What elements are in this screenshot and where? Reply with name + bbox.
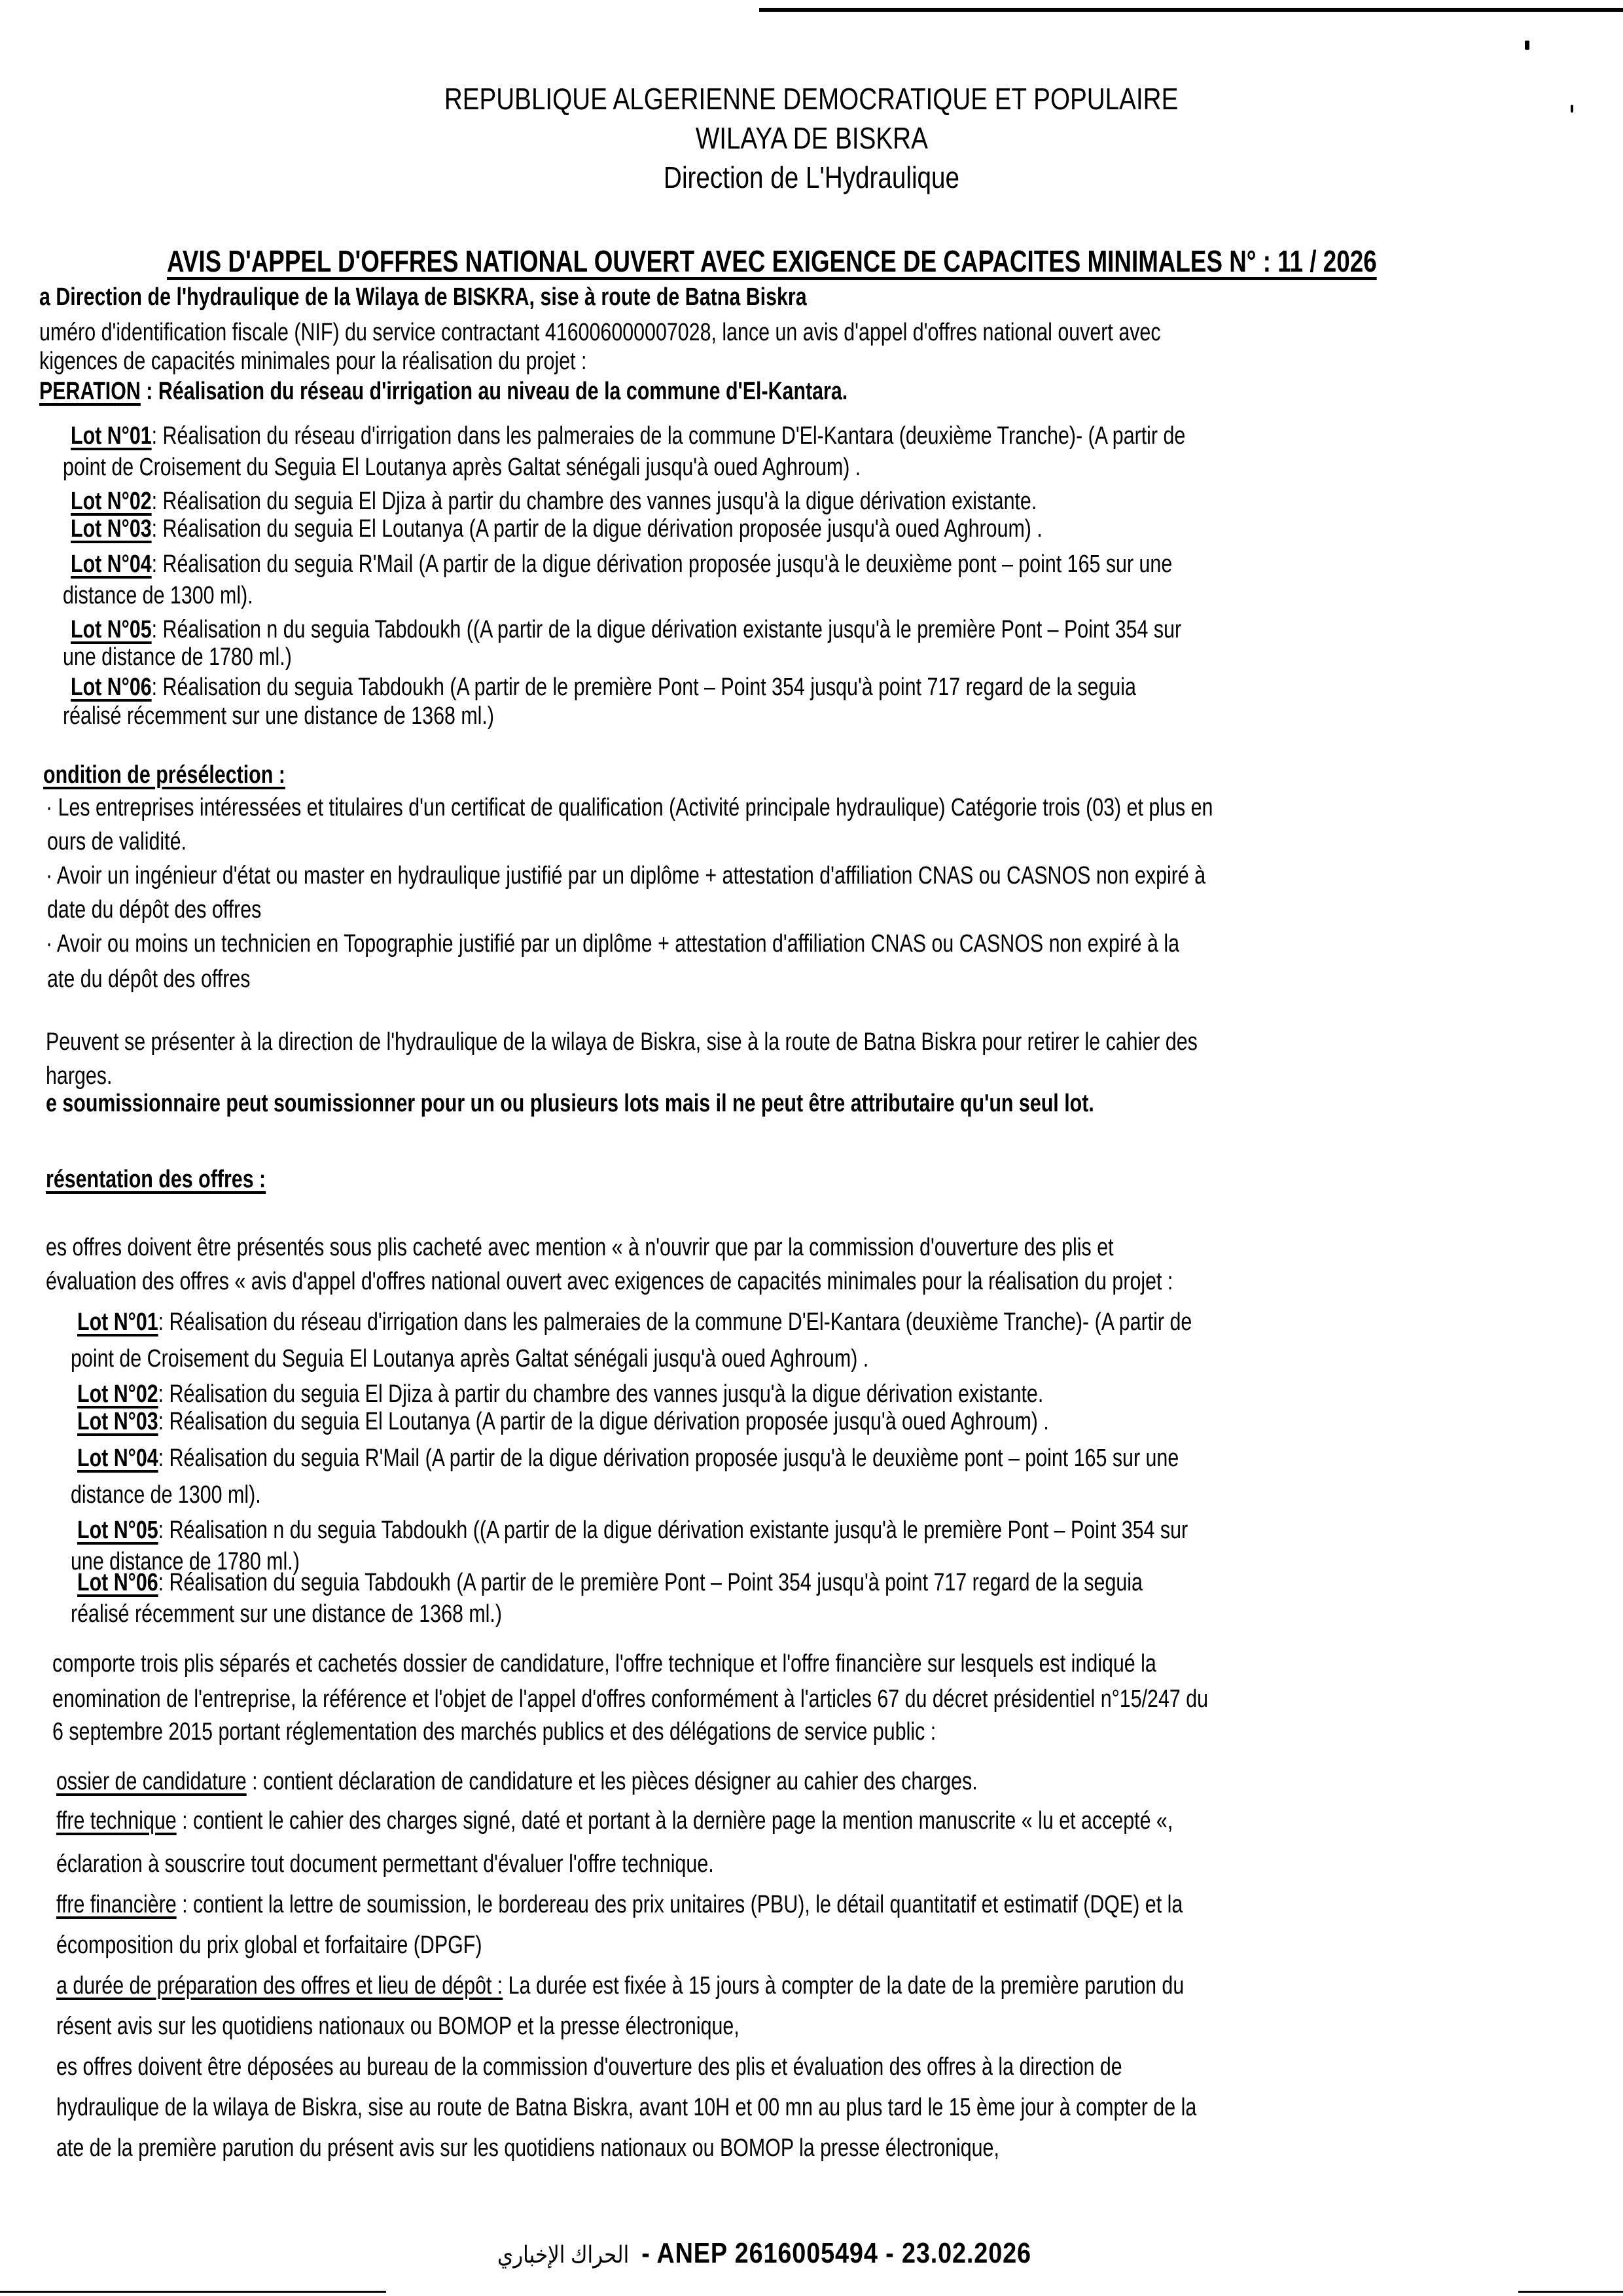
lot-item-continuation [71,1344,868,1373]
lot-item [77,1516,1188,1545]
intro-line [39,318,1161,347]
lot-text: : Réalisation du réseau d'irrigation dans les palmeraies de la commune D'El-Kantara (deuxième Tranche)- (A partir de [151,422,1186,450]
lot-text: : Réalisation n du seguia Tabdoukh ((A partir de la digue dérivation existante jusqu'à le première Pont – Point 354 sur [158,1516,1188,1544]
section-heading [46,1165,266,1194]
lot-label: Lot N°04 [71,550,152,578]
lot-text: : Réalisation du réseau d'irrigation dans les palmeraies de la commune D'El-Kantara (deuxième Tranche)- (A partir de [158,1308,1192,1336]
section-heading [43,761,285,789]
comporte-line [52,1717,936,1746]
text-span: comporte trois plis séparés et cachetés dossier de candidature, l'offre technique et l'offre financière sur lesquels est indiqué la [52,1650,1156,1677]
lot-item [71,487,1037,516]
lot-text: réalisé récemment sur une distance de 1368 ml.) [63,702,494,730]
single-lot-rule [46,1089,1094,1118]
lot-text: distance de 1300 ml). [71,1481,261,1509]
lot-text: une distance de 1780 ml.) [63,643,292,671]
presentation-line [46,1233,1114,1262]
preselection-item [47,827,187,856]
presentation-heading: résentation des offres : [46,1166,266,1193]
text-span: · Avoir un ingénieur d'état ou master en hydraulique justifié par un diplôme + attestation d'affiliation CNAS ou CASNOS non expiré à [46,862,1206,889]
lot-text: distance de 1300 ml). [63,582,253,609]
lot-text: : Réalisation du seguia R'Mail (A partir de la digue dérivation proposée jusqu'à le deuxième pont – point 165 sur une [158,1444,1179,1472]
scan-bottom-rule [1518,2291,1623,2293]
lot-text: : Réalisation du seguia El Djiza à partir du chambre des vannes jusqu'à la digue dérivation existante. [151,488,1037,515]
lot-text: : Réalisation du seguia Tabdoukh (A partir de le première Pont – Point 354 jusqu'à point 717 regard de la seguia [158,1569,1143,1596]
text-span: uméro d'identification fiscale (NIF) du service contractant 416006000007028, lance un avis d'appel d'offres national ouvert avec [39,319,1161,346]
lot-label: Lot N°02 [77,1380,158,1408]
text-span: : contient la lettre de soumission, le bordereau des prix unitaires (PBU), le détail quantitatif et estimatif (DQE) et la [176,1891,1183,1918]
duree-line [56,2012,740,2041]
comporte-line [52,1649,1156,1678]
lot-label: Lot N°06 [77,1569,158,1596]
text-span: résent avis sur les quotidiens nationaux ou BOMOP et la presse électronique, [56,2013,740,2040]
lot-item-continuation [63,643,292,672]
financiere-label: ffre financière [56,1891,177,1918]
retrait-line [46,1062,112,1090]
lot-text: réalisé récemment sur une distance de 1368 ml.) [71,1600,502,1628]
footer-newspaper: الحراك الإخباري [497,2241,630,2268]
lot-item [71,514,1043,543]
text-span: enomination de l'entreprise, la référence et l'objet de l'appel d'offres conformément à l'articles 67 du décret présidentiel n°15/247 du [52,1685,1209,1713]
text-span: évaluation des offres « avis d'appel d'offres national ouvert avec exigences de capacités minimales pour la réalisation du projet : [46,1268,1173,1295]
text-span: ours de validité. [47,828,187,855]
preselection-item [46,861,1205,890]
operation-line [39,377,847,406]
header-wilaya [0,120,1623,156]
lot-text: point de Croisement du Seguia El Loutanya après Galtat sénégali jusqu'à oued Aghroum) . [63,454,861,481]
text-span: harges. [46,1062,113,1090]
lot-text: : Réalisation du seguia El Loutanya (A partir de la digue dérivation proposée jusqu'à oued Aghroum) . [158,1408,1049,1435]
text-span: es offres doivent être présentés sous plis cacheté avec mention « à n'ouvrir que par la commission d'ouverture des plis et [46,1234,1114,1261]
header-direction [0,160,1623,195]
footer-anep-code: - ANEP 2616005494 - 23.02.2026 [641,2237,1031,2269]
duree-label: a durée de préparation des offres et lieu de dépôt : [56,1972,503,2000]
lot-item [77,1308,1192,1336]
text-span: · Les entreprises intéressées et titulaires d'un certificat de qualification (Activité principale hydraulique) Catégorie trois (03) et plus en [46,794,1213,821]
header-line3: Direction de L'Hydraulique [663,160,959,194]
header-line2: WILAYA DE BISKRA [695,121,928,155]
text-span: ate de la première parution du présent avis sur les quotidiens nationaux ou BOMOP la presse électronique, [56,2134,999,2162]
preselection-heading: ondition de présélection : [43,761,285,789]
presentation-line [46,1267,1173,1296]
lot-item-continuation [71,1600,502,1628]
text-span: Peuvent se présenter à la direction de l'hydraulique de la wilaya de Biskra, sise à la route de Batna Biskra pour retirer le cahier des [46,1028,1198,1056]
lot-label: Lot N°06 [71,673,152,701]
depot-line [56,2053,1122,2081]
text-span: hydraulique de la wilaya de Biskra, sise au route de Batna Biskra, avant 10H et 00 mn au plus tard le 15 ème jour à compter de la [56,2094,1197,2121]
header-line1: REPUBLIQUE ALGERIENNE DEMOCRATIQUE ET POPULAIRE [444,82,1179,116]
lot-text: : Réalisation du seguia Tabdoukh (A partir de le première Pont – Point 354 jusqu'à point 717 regard de la seguia [151,673,1136,701]
comporte-line [52,1685,1208,1713]
lot-text: : Réalisation du seguia El Loutanya (A partir de la digue dérivation proposée jusqu'à oued Aghroum) . [151,515,1043,543]
operation-label: PERATION [39,378,141,405]
preselection-item [47,965,250,994]
notice-title: AVIS D'APPEL D'OFFRES NATIONAL OUVERT AVEC EXIGENCE DE CAPACITES MINIMALES N° : 11 / 2026 [167,244,1377,278]
text-span: a Direction de l'hydraulique de la Wilaya de BISKRA, sise à route de Batna Biskra [39,283,807,311]
lot-text: point de Croisement du Seguia El Loutanya après Galtat sénégali jusqu'à oued Aghroum) . [71,1345,869,1372]
technique-line [56,1806,1173,1835]
technique-line [56,1850,714,1878]
lot-label: Lot N°01 [71,422,152,450]
dossier-line [56,1767,978,1796]
depot-line [56,2134,999,2162]
lot-label: Lot N°03 [77,1408,158,1435]
text-span: date du dépôt des offres [47,896,262,924]
lot-label: Lot N°03 [71,515,152,543]
financiere-line [56,1890,1183,1919]
lot-item-continuation [63,702,494,730]
scan-speck [1525,41,1529,50]
scan-top-rule [759,8,1623,12]
text-span: es offres doivent être déposées au bureau de la commission d'ouverture des plis et évaluation des offres à la direction de [56,2053,1122,2081]
lot-text: : Réalisation du seguia El Djiza à partir du chambre des vannes jusqu'à la digue dérivation existante. [158,1380,1044,1408]
lot-item [77,1407,1049,1436]
lot-label: Lot N°05 [77,1516,158,1544]
preselection-item [47,895,261,924]
lot-item [77,1568,1143,1597]
lot-item [77,1444,1179,1473]
header-republique [0,81,1623,117]
lot-label: Lot N°04 [77,1444,158,1472]
financiere-line [56,1931,482,1960]
lot-label: Lot N°05 [71,616,152,643]
lot-item-continuation [63,581,253,610]
text-span: : contient le cahier des charges signé, daté et portant à la dernière page la mention manuscrite « lu et accepté «, [176,1807,1173,1835]
dossier-label: ossier de candidature [56,1768,247,1795]
text-span: · Avoir ou moins un technicien en Topographie justifié par un diplôme + attestation d'affiliation CNAS ou CASNOS non expiré à la [46,930,1180,958]
preselection-item [46,793,1213,822]
text-span: La durée est fixée à 15 jours à compter de la date de la première parution du [503,1972,1185,2000]
lot-label: Lot N°02 [71,488,152,515]
lot-item [71,422,1185,450]
text-span: kigences de capacités minimales pour la réalisation du projet : [39,348,587,375]
text-span: éclaration à souscrire tout document permettant d'évaluer l'offre technique. [56,1850,714,1878]
lot-item [77,1380,1043,1408]
text-span: ate du dépôt des offres [47,965,251,993]
lot-item-continuation [63,453,861,482]
text-span: écomposition du prix global et forfaitaire (DPGF) [56,1931,482,1959]
operation-text: : Réalisation du réseau d'irrigation au niveau de la commune d'El-Kantara. [140,378,848,405]
lot-text: une distance de 1780 ml.) [71,1548,300,1575]
lot-text: : Réalisation n du seguia Tabdoukh ((A partir de la digue dérivation existante jusqu'à le première Pont – Point 354 sur [151,616,1182,643]
lot-item [71,673,1136,702]
lot-item [71,550,1172,579]
depot-line [56,2093,1196,2122]
technique-label: ffre technique [56,1807,177,1835]
intro-line [39,283,807,312]
preselection-item [46,929,1179,958]
lot-text: : Réalisation du seguia R'Mail (A partir de la digue dérivation proposée jusqu'à le deuxième pont – point 165 sur une [151,550,1173,578]
lot-label: Lot N°01 [77,1308,158,1336]
text-span: e soumissionnaire peut soumissionner pour un ou plusieurs lots mais il ne peut être attributaire qu'un seul lot. [46,1090,1094,1117]
lot-item [71,615,1181,644]
lot-item-continuation [71,1480,261,1509]
intro-line [39,347,586,376]
text-span: : contient déclaration de candidature et les pièces désigner au cahier des charges. [246,1768,978,1795]
duree-line [56,1971,1184,2000]
scan-bottom-rule [0,2291,386,2293]
footer-anep [497,2237,1031,2270]
text-span: 6 septembre 2015 portant réglementation des marchés publics et des délégations de service public : [52,1718,936,1746]
retrait-line [46,1028,1198,1056]
